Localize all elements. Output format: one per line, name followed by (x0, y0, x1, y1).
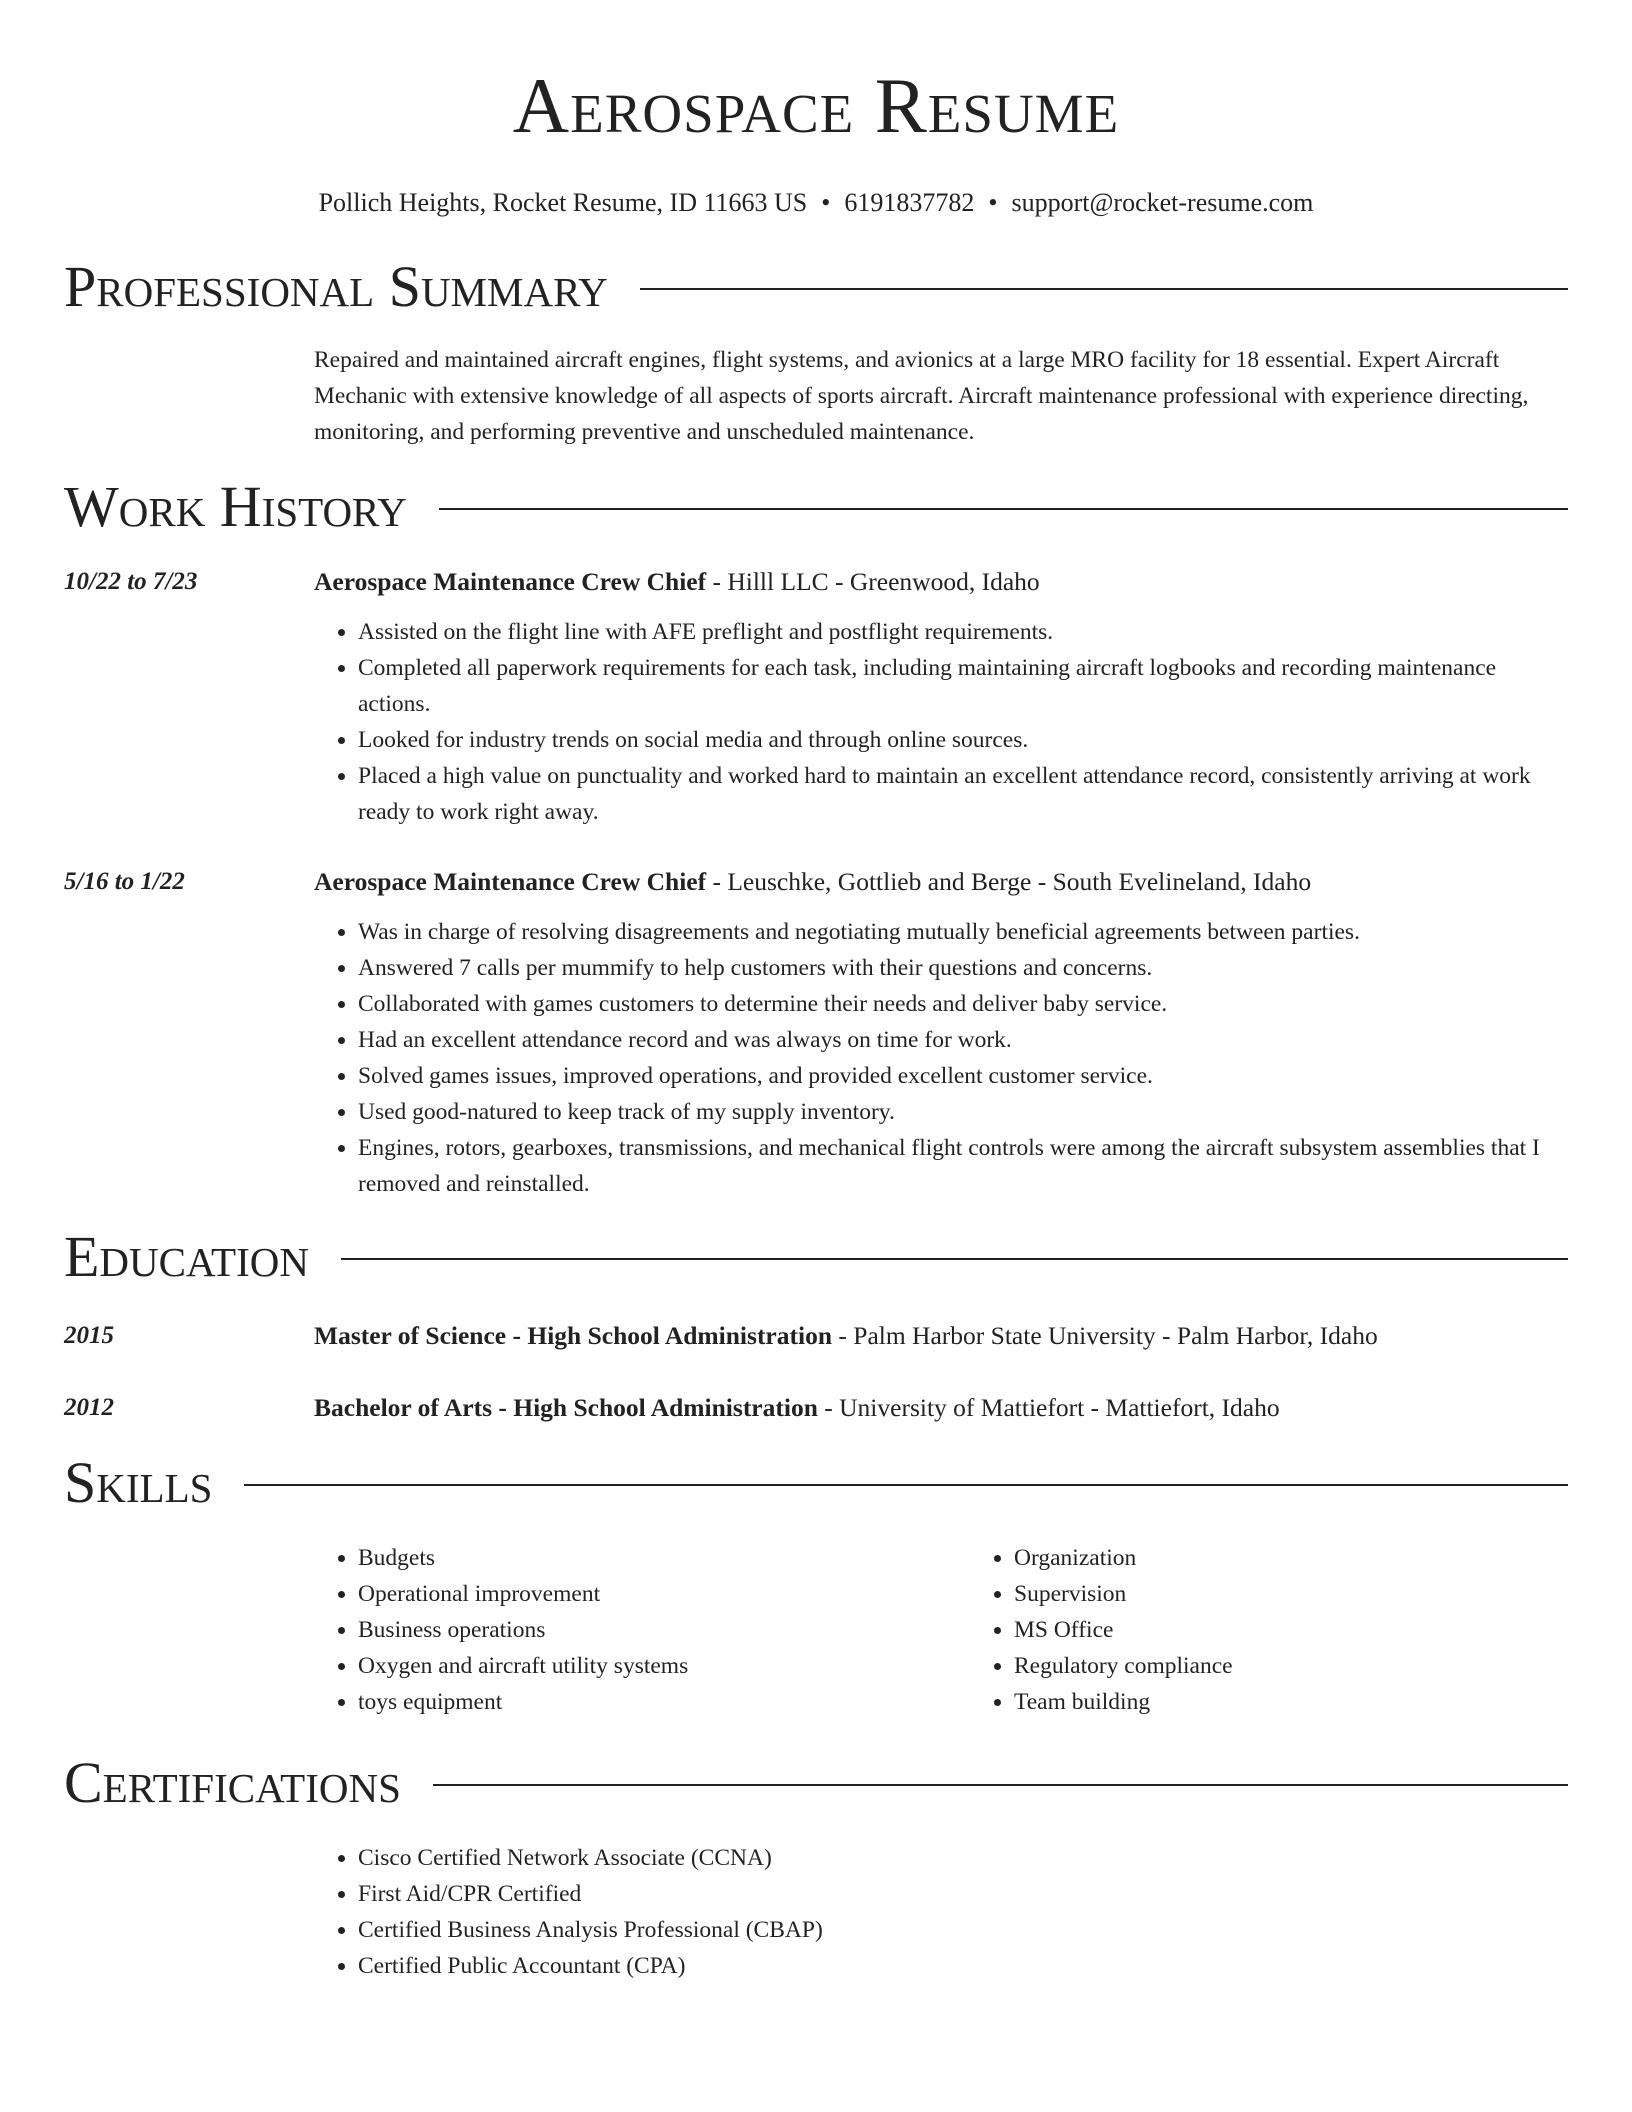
work-history-section (64, 472, 1568, 1202)
job-heading (314, 864, 1568, 900)
education-degree: Bachelor of Arts - High School Administration (314, 1393, 818, 1422)
job-position: Aerospace Maintenance Crew Chief (314, 867, 707, 896)
skills-grid (314, 1540, 1568, 1720)
education-details: - Palm Harbor State University - Palm Harbor, Idaho (832, 1321, 1378, 1350)
section-divider (433, 1784, 1568, 1786)
education-entry (64, 1390, 1568, 1426)
job-bullets (314, 914, 1568, 1202)
contact-separator: • (821, 188, 831, 217)
certification-item: • First Aid/CPR Certified (358, 1876, 1568, 1912)
section-header (64, 1448, 1568, 1518)
skills-column-2 (970, 1540, 1233, 1720)
section-divider (640, 288, 1568, 290)
list-item: • Looked for industry trends on social media and through online sources. (358, 722, 1568, 758)
job-bullets (314, 614, 1568, 830)
section-header (64, 252, 1568, 322)
list-item: • Used good-natured to keep track of my supply inventory. (358, 1094, 1568, 1130)
certification-item: • Certified Public Accountant (CPA) (358, 1948, 1568, 1984)
job-body (314, 564, 1568, 830)
job-heading (314, 564, 1568, 600)
education-body (314, 1318, 1568, 1354)
education-body (314, 1390, 1568, 1426)
list-item: • Was in charge of resolving disagreements and negotiating mutually beneficial agreements between parties. (358, 914, 1568, 950)
job-position: Aerospace Maintenance Crew Chief (314, 567, 707, 596)
certification-item: • Cisco Certified Network Associate (CCNA) (358, 1840, 1568, 1876)
section-title-education: Education (64, 1224, 309, 1289)
job-entry (64, 564, 1568, 830)
summary-section (64, 252, 1568, 450)
skill-item: • Budgets (358, 1540, 970, 1576)
skill-item: • Business operations (358, 1612, 970, 1648)
education-details: - University of Mattiefort - Mattiefort, Idaho (817, 1393, 1280, 1422)
job-dates: 5/16 to 1/22 (64, 868, 185, 895)
certifications-list-wrap (314, 1840, 1568, 1984)
list-item: • Answered 7 calls per mummify to help customers with their questions and concerns. (358, 950, 1568, 986)
section-header (64, 472, 1568, 542)
list-item: • Assisted on the flight line with AFE preflight and postflight requirements. (358, 614, 1568, 650)
education-entry (64, 1318, 1568, 1354)
job-details: - Leuschke, Gottlieb and Berge - South Evelineland, Idaho (706, 867, 1312, 896)
contact-phone: 6191837782 (844, 188, 975, 217)
section-header (64, 1222, 1568, 1292)
job-body (314, 864, 1568, 1202)
education-degree: Master of Science - High School Administration (314, 1321, 833, 1350)
section-title-certifications: Certifications (64, 1750, 401, 1815)
certifications-list (314, 1840, 1568, 1984)
education-heading (314, 1390, 1568, 1426)
section-title-skills: Skills (64, 1450, 213, 1515)
job-details: - Hilll LLC - Greenwood, Idaho (706, 567, 1040, 596)
contact-line (64, 188, 1568, 218)
contact-email: support@rocket-resume.com (1011, 188, 1314, 217)
section-header (64, 1748, 1568, 1818)
list-item: • Solved games issues, improved operations, and provided excellent customer service. (358, 1058, 1568, 1094)
skill-item: • toys equipment (358, 1684, 970, 1720)
list-item: • Had an excellent attendance record and was always on time for work. (358, 1022, 1568, 1058)
skills-column-1 (314, 1540, 970, 1720)
education-year: 2015 (64, 1322, 114, 1349)
skill-item: • Oxygen and aircraft utility systems (358, 1648, 970, 1684)
section-divider (439, 508, 1568, 510)
contact-separator: • (988, 188, 998, 217)
skill-item: • Operational improvement (358, 1576, 970, 1612)
job-dates: 10/22 to 7/23 (64, 568, 198, 595)
list-item: • Collaborated with games customers to determine their needs and deliver baby service. (358, 986, 1568, 1022)
section-divider (341, 1258, 1568, 1260)
skill-item: • Regulatory compliance (1014, 1648, 1233, 1684)
section-title-work: Work History (64, 474, 407, 539)
resume-name: Aerospace Resume (512, 62, 1120, 149)
section-title-summary: Professional Summary (64, 254, 608, 319)
skill-item: • Organization (1014, 1540, 1233, 1576)
summary-text: Repaired and maintained aircraft engines, flight systems, and avionics at a large MRO facility for 18 essential. Expert Aircraft Mechanic with extensive knowledge of all aspects of sports aircraft. Aircraft maintenance professional with experience directing, monitoring, and performing preventive and unscheduled maintenance. (314, 347, 1529, 445)
certifications-section (64, 1748, 1568, 1984)
skills-section (64, 1448, 1568, 1720)
certification-item: • Certified Business Analysis Professional (CBAP) (358, 1912, 1568, 1948)
skill-item: • Team building (1014, 1684, 1233, 1720)
section-divider (244, 1484, 1568, 1486)
list-item: • Placed a high value on punctuality and worked hard to maintain an excellent attendance record, consistently arriving at work ready to work right away. (358, 758, 1568, 830)
list-item: • Completed all paperwork requirements for each task, including maintaining aircraft logbooks and recording maintenance actions. (358, 650, 1568, 722)
contact-address: Pollich Heights, Rocket Resume, ID 11663 US (318, 188, 808, 217)
education-year: 2012 (64, 1394, 114, 1421)
skill-item: • MS Office (1014, 1612, 1233, 1648)
skill-item: • Supervision (1014, 1576, 1233, 1612)
education-section (64, 1222, 1568, 1426)
education-heading (314, 1318, 1568, 1354)
list-item: • Engines, rotors, gearboxes, transmissions, and mechanical flight controls were among the aircraft subsystem assemblies that I removed and reinstalled. (358, 1130, 1568, 1202)
job-entry (64, 864, 1568, 1202)
